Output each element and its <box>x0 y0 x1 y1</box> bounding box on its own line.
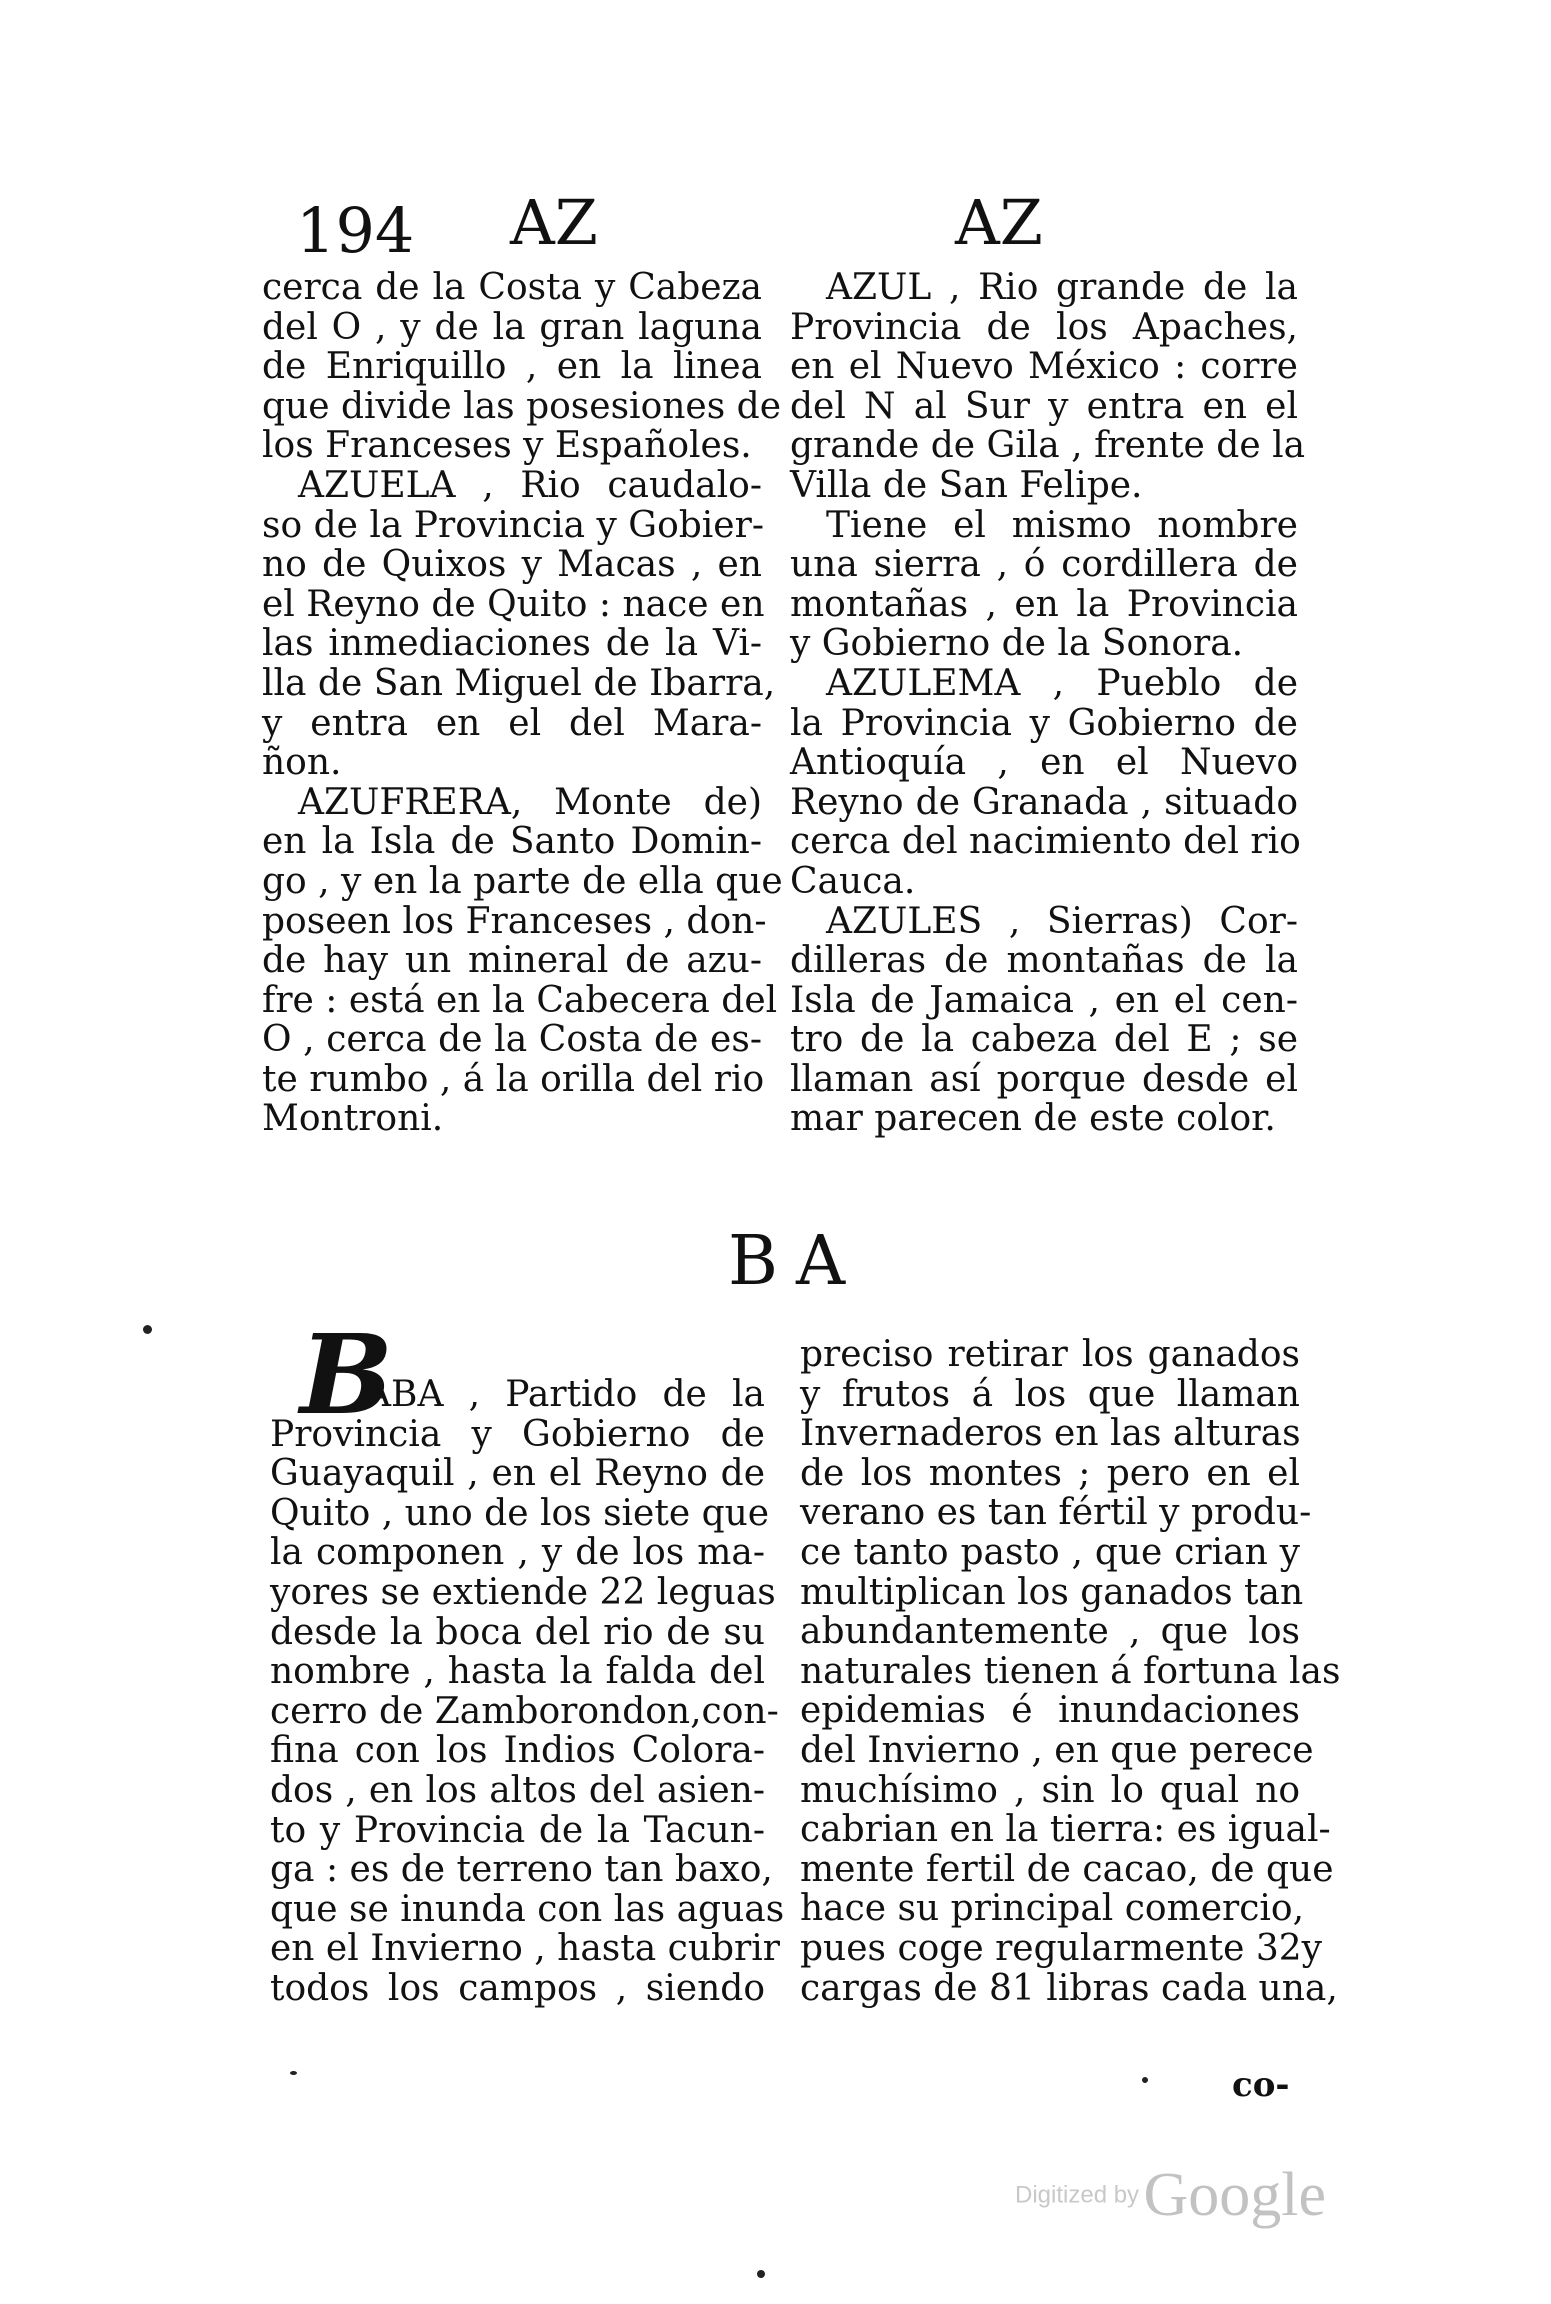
top-left-column <box>262 267 783 1140</box>
text-line: de los montes ; pero en el <box>800 1452 1300 1494</box>
text-line: y Gobierno de la Sonora. <box>790 623 1244 665</box>
text-line: Antioquía , en el Nuevo <box>790 742 1298 784</box>
text-line: Montroni. <box>262 1098 444 1140</box>
text-line: dos , en los altos del asien- <box>270 1769 765 1811</box>
text-line: fina con los Indios Colora- <box>270 1730 765 1772</box>
text-line: en la Isla de Santo Domin- <box>262 821 762 863</box>
text-line: las inmediaciones de la Vi- <box>262 623 762 665</box>
text-line: naturales tienen á fortuna las <box>800 1650 1341 1692</box>
text-line: desde la boca del rio de su <box>270 1611 765 1653</box>
text-line: epidemias é inundaciones <box>800 1690 1300 1732</box>
google-logo: Google <box>1143 2161 1327 2229</box>
text-line: montañas , en la Provincia <box>790 583 1298 625</box>
text-line: y entra en el del Mara- <box>262 702 762 744</box>
text-line: to y Provincia de la Tacun- <box>270 1809 765 1851</box>
text-line: de Enriquillo , en la linea <box>262 346 762 388</box>
text-line: del N al Sur y entra en el <box>790 385 1298 427</box>
text-line: ce tanto pasto , que crian y <box>800 1531 1300 1573</box>
text-line: ga : es de terreno tan baxo, <box>270 1849 773 1891</box>
text-line: el Reyno de Quito : nace en <box>262 583 765 625</box>
section-heading: BA <box>728 1222 864 1301</box>
text-line: O , cerca de la Costa de es- <box>262 1019 762 1061</box>
entry-line-azules: AZULES , Sierras) Cor- <box>826 900 1298 942</box>
bottom-left-column <box>270 1374 785 2009</box>
text-line: grande de Gila , frente de la <box>790 425 1306 467</box>
text-line: cabrian en la tierra: es igual- <box>800 1809 1331 1851</box>
text-line: Provincia de los Apaches, <box>790 306 1298 348</box>
text-line: la componen , y de los ma- <box>270 1532 765 1574</box>
text-line: tro de la cabeza del E ; se <box>790 1019 1298 1061</box>
text-line: mente fertil de cacao, de que <box>800 1848 1334 1890</box>
text-line: cargas de 81 libras cada una, <box>800 1967 1338 2009</box>
text-line: y frutos á los que llaman <box>800 1373 1300 1415</box>
page-header <box>0 186 1551 282</box>
text-line: Tiene el mismo nombre <box>826 504 1298 546</box>
page-number: 194 <box>296 194 415 267</box>
text-line: del O , y de la gran laguna <box>262 306 762 348</box>
ink-speck <box>1142 2077 1148 2083</box>
text-line: en el Nuevo México : corre <box>790 346 1298 388</box>
text-line: mar parecen de este color. <box>790 1098 1276 1140</box>
text-line: lla de San Miguel de Ibarra, <box>262 662 776 704</box>
text-line: nombre , hasta la falda del <box>270 1651 765 1693</box>
running-head-left: AZ <box>510 186 598 259</box>
entry-line-baba: ABA , Partido de la <box>365 1374 765 1415</box>
text-line: Invernaderos en las alturas <box>800 1413 1301 1455</box>
catchword: co- <box>1232 2065 1290 2105</box>
entry-line-azufrera: AZUFRERA, Monte de) <box>298 781 762 823</box>
text-line: Isla de Jamaica , en el cen- <box>790 979 1298 1021</box>
text-line: Reyno de Granada , situado <box>790 781 1298 823</box>
text-line: poseen los Franceses , don- <box>262 900 767 942</box>
google-watermark <box>1015 2160 1326 2231</box>
bottom-right-column <box>800 1334 1341 2009</box>
text-line: pues coge regularmente 32y <box>800 1927 1322 1969</box>
top-right-column <box>790 267 1306 1140</box>
ink-speck <box>757 2270 765 2278</box>
text-line: so de la Provincia y Gobier- <box>262 504 764 546</box>
text-line: cerca del nacimiento del rio <box>790 821 1301 863</box>
text-line: verano es tan fértil y produ- <box>800 1492 1312 1534</box>
text-line: go , y en la parte de ella que <box>262 860 783 902</box>
text-line: Guayaquil , en el Reyno de <box>270 1453 765 1495</box>
text-line: te rumbo , á la orilla del rio <box>262 1058 765 1100</box>
text-line: Cauca. <box>790 860 916 902</box>
text-line: abundantemente , que los <box>800 1611 1300 1653</box>
text-line: ñon. <box>262 742 342 784</box>
entry-line-azulema: AZULEMA , Pueblo de <box>826 662 1298 704</box>
ink-speck <box>290 2071 297 2075</box>
text-line: una sierra , ó cordillera de <box>790 544 1298 586</box>
text-line: cerro de Zamborondon,con- <box>270 1690 779 1732</box>
drop-cap: B <box>300 1310 393 1439</box>
text-line: Quito , uno de los siete que <box>270 1492 770 1534</box>
text-line: multiplican los ganados tan <box>800 1571 1304 1613</box>
text-line: muchísimo , sin lo qual no <box>800 1769 1300 1811</box>
text-line: llaman así porque desde el <box>790 1058 1298 1100</box>
text-line: fre : está en la Cabecera del <box>262 979 778 1021</box>
text-line: que se inunda con las aguas <box>270 1888 785 1930</box>
text-line: en el Invierno , hasta cubrir <box>270 1928 780 1970</box>
text-line: cerca de la Costa y Cabeza <box>262 267 762 308</box>
watermark-prefix: Digitized by <box>1015 2181 1140 2209</box>
text-line: los Franceses y Españoles. <box>262 425 752 467</box>
text-line: que divide las posesiones de <box>262 385 781 427</box>
entry-line-azul: AZUL , Rio grande de la <box>826 267 1298 308</box>
text-line: la Provincia y Gobierno de <box>790 702 1298 744</box>
text-line: hace su principal comercio, <box>800 1888 1305 1930</box>
text-line: de hay un mineral de azu- <box>262 940 762 982</box>
text-line: no de Quixos y Macas , en <box>262 544 762 586</box>
text-line: preciso retirar los ganados <box>800 1334 1300 1375</box>
running-head-right: AZ <box>955 186 1043 259</box>
entry-line-azuela: AZUELA , Rio caudalo- <box>298 464 762 506</box>
text-line: del Invierno , en que perece <box>800 1729 1314 1771</box>
text-line: Provincia y Gobierno de <box>270 1413 765 1455</box>
text-line: todos los campos , siendo <box>270 1967 765 2009</box>
ink-speck <box>143 1325 152 1334</box>
text-line: yores se extiende 22 leguas <box>270 1571 776 1613</box>
text-line: Villa de San Felipe. <box>790 464 1143 506</box>
text-line: dilleras de montañas de la <box>790 940 1298 982</box>
